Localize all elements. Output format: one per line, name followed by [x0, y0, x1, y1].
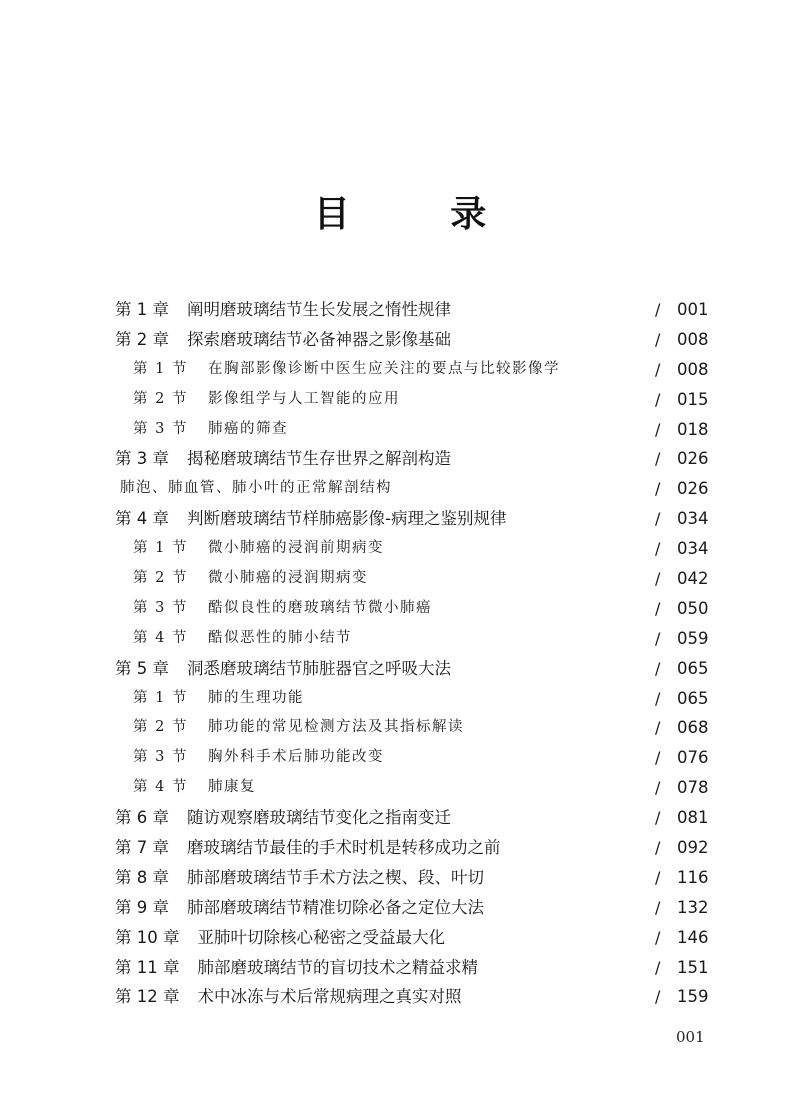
toc-entry-number: 第 2 章 — [115, 329, 169, 349]
toc-entry-title: 微小肺癌的浸润前期病变 — [207, 540, 384, 557]
toc-separator: / — [655, 539, 661, 559]
toc-chapter-row[interactable] — [0, 893, 800, 923]
toc-separator: / — [655, 479, 661, 499]
toc-entry-title: 酷似恶性的肺小结节 — [207, 629, 352, 646]
toc-entry-number: 第 3 节 — [133, 599, 188, 616]
toc-entry-label — [115, 803, 451, 833]
toc-section-row[interactable] — [0, 624, 800, 654]
toc-entry-title: 微小肺癌的浸润期病变 — [207, 570, 368, 587]
toc-chapter-row[interactable] — [0, 803, 800, 833]
toc-separator: / — [655, 449, 661, 469]
toc-entry-title: 探索磨玻璃结节必备神器之影像基础 — [187, 329, 451, 349]
toc-entry-number: 第 2 节 — [133, 390, 188, 407]
toc-page-number: 132 — [677, 897, 709, 917]
toc-chapter-row[interactable] — [0, 863, 800, 893]
toc-chapter-row[interactable] — [0, 504, 800, 534]
toc-entry-number: 第 4 节 — [133, 629, 188, 646]
toc-separator: / — [655, 569, 661, 589]
toc-entry-number: 第 7 章 — [115, 838, 169, 858]
toc-entry-title: 影像组学与人工智能的应用 — [207, 390, 400, 407]
toc-entry-title: 磨玻璃结节最佳的手术时机是转移成功之前 — [187, 838, 501, 858]
toc-entry-number: 第 9 章 — [115, 897, 169, 917]
toc-page-number: 065 — [677, 658, 709, 678]
toc-entry-title: 揭秘磨玻璃结节生存世界之解剖构造 — [187, 449, 451, 469]
page-number: 001 — [676, 1028, 705, 1046]
toc-entry-number: 第 4 节 — [133, 779, 188, 796]
toc-separator: / — [655, 389, 661, 409]
toc-entry-label — [133, 534, 384, 564]
toc-entry-label — [133, 594, 432, 624]
table-of-contents — [0, 295, 800, 1012]
toc-entry-label — [120, 474, 392, 504]
toc-entry-number: 第 10 章 — [115, 927, 180, 947]
toc-entry-title: 酷似良性的磨玻璃结节微小肺癌 — [207, 599, 432, 616]
toc-entry-title: 亚肺叶切除核心秘密之受益最大化 — [197, 927, 445, 947]
toc-entry-number: 第 12 章 — [115, 987, 180, 1007]
toc-separator: / — [655, 300, 661, 319]
toc-entry-label — [133, 415, 288, 445]
toc-chapter-row[interactable] — [0, 982, 800, 1012]
toc-entry-number: 第 3 章 — [115, 449, 169, 469]
toc-entry-number: 第 1 节 — [133, 360, 188, 377]
toc-section-row[interactable] — [0, 684, 800, 714]
toc-chapter-row[interactable] — [0, 444, 800, 474]
toc-entry-label — [133, 684, 304, 714]
toc-entry-title: 肺部磨玻璃结节精准切除必备之定位大法 — [187, 897, 484, 917]
toc-entry-number: 第 6 章 — [115, 808, 169, 828]
toc-separator: / — [655, 897, 661, 917]
toc-entry-title: 肺部磨玻璃结节手术方法之楔、段、叶切 — [187, 867, 484, 887]
toc-separator: / — [655, 628, 661, 648]
toc-entry-label — [133, 743, 384, 773]
toc-entry-number: 第 1 节 — [133, 689, 188, 706]
toc-section-row[interactable] — [0, 713, 800, 743]
toc-entry-label — [133, 564, 368, 594]
toc-entry-number: 第 1 章 — [115, 300, 169, 319]
toc-entry-number: 第 1 节 — [133, 540, 188, 557]
toc-entry-title: 肺康复 — [207, 779, 256, 796]
toc-page-number: 159 — [677, 987, 709, 1007]
toc-page-number: 042 — [677, 569, 709, 589]
toc-section-row[interactable] — [0, 773, 800, 803]
toc-chapter-row[interactable] — [0, 325, 800, 355]
toc-page-number: 081 — [677, 808, 709, 828]
toc-entry-title: 洞悉磨玻璃结节肺脏器官之呼吸大法 — [187, 658, 451, 678]
toc-section-row[interactable] — [0, 355, 800, 385]
toc-section-row[interactable] — [0, 743, 800, 773]
toc-page-number: 026 — [677, 479, 709, 499]
toc-separator: / — [655, 748, 661, 768]
toc-separator: / — [655, 987, 661, 1007]
toc-entry-label — [133, 385, 400, 415]
toc-page-number: 076 — [677, 748, 709, 768]
toc-entry-number: 第 8 章 — [115, 867, 169, 887]
toc-page-number: 001 — [677, 300, 709, 319]
toc-page-number: 008 — [677, 329, 709, 349]
toc-page-number: 059 — [677, 628, 709, 648]
toc-page-number: 116 — [677, 867, 709, 887]
toc-separator: / — [655, 509, 661, 529]
toc-section-row[interactable] — [0, 474, 800, 504]
toc-chapter-row[interactable] — [0, 833, 800, 863]
toc-entry-label — [115, 654, 451, 684]
toc-entry-number: 第 2 节 — [133, 570, 188, 587]
toc-separator: / — [655, 927, 661, 947]
toc-entry-label — [133, 355, 560, 385]
toc-separator: / — [655, 778, 661, 798]
toc-chapter-row[interactable] — [0, 654, 800, 684]
toc-section-row[interactable] — [0, 385, 800, 415]
toc-page-number: 026 — [677, 449, 709, 469]
toc-page-number: 034 — [677, 509, 709, 529]
toc-entry-label — [115, 953, 478, 983]
toc-entry-label — [115, 893, 484, 923]
toc-entry-label — [133, 773, 256, 803]
toc-section-row[interactable] — [0, 415, 800, 445]
toc-entry-title: 肺功能的常见检测方法及其指标解读 — [207, 719, 464, 736]
toc-page-number: 018 — [677, 419, 709, 439]
toc-entry-title: 胸外科手术后肺功能改变 — [207, 749, 384, 766]
toc-page-number: 065 — [677, 688, 709, 708]
toc-entry-label — [133, 713, 464, 743]
toc-entry-label — [115, 923, 445, 953]
toc-entry-label — [133, 624, 352, 654]
toc-entry-title: 肺部磨玻璃结节的盲切技术之精益求精 — [197, 957, 478, 977]
toc-page-number: 151 — [677, 957, 709, 977]
toc-separator: / — [655, 808, 661, 828]
toc-page-number: 078 — [677, 778, 709, 798]
toc-section-row[interactable] — [0, 594, 800, 624]
toc-separator: / — [655, 688, 661, 708]
toc-chapter-row[interactable] — [0, 295, 800, 325]
toc-separator: / — [655, 718, 661, 738]
toc-section-row[interactable] — [0, 534, 800, 564]
toc-entry-title: 阐明磨玻璃结节生长发展之惰性规律 — [187, 300, 451, 319]
toc-page-number: 050 — [677, 598, 709, 618]
toc-page-number: 068 — [677, 718, 709, 738]
page-title: 目 录 — [313, 194, 531, 235]
toc-entry-title: 在胸部影像诊断中医生应关注的要点与比较影像学 — [207, 360, 560, 377]
toc-entry-label — [115, 325, 451, 355]
toc-page-number: 034 — [677, 539, 709, 559]
toc-separator: / — [655, 598, 661, 618]
toc-entry-number: 第 5 章 — [115, 658, 169, 678]
toc-entry-title: 随访观察磨玻璃结节变化之指南变迁 — [187, 808, 451, 828]
toc-entry-label — [115, 863, 484, 893]
toc-entry-number: 第 3 节 — [133, 749, 188, 766]
toc-separator: / — [655, 658, 661, 678]
toc-entry-title: 肺癌的筛查 — [207, 420, 288, 437]
toc-separator: / — [655, 838, 661, 858]
toc-entry-number: 第 2 节 — [133, 719, 188, 736]
toc-entry-number: 第 4 章 — [115, 509, 169, 529]
toc-chapter-row[interactable] — [0, 953, 800, 983]
toc-entry-title: 判断磨玻璃结节样肺癌影像-病理之鉴别规律 — [187, 509, 507, 529]
toc-entry-label — [115, 444, 451, 474]
toc-separator: / — [655, 957, 661, 977]
toc-page-number: 008 — [677, 359, 709, 379]
toc-entry-title: 术中冰冻与术后常规病理之真实对照 — [197, 987, 462, 1007]
toc-page-number: 092 — [677, 838, 709, 858]
toc-separator: / — [655, 419, 661, 439]
toc-entry-label — [115, 982, 462, 1012]
toc-separator: / — [655, 359, 661, 379]
toc-entry-title: 肺泡、肺血管、肺小叶的正常解剖结构 — [120, 480, 392, 497]
toc-entry-title: 肺的生理功能 — [207, 689, 304, 706]
toc-entry-number: 第 11 章 — [115, 957, 180, 977]
toc-page-number: 146 — [677, 927, 709, 947]
toc-separator: / — [655, 867, 661, 887]
toc-entry-label — [115, 295, 451, 325]
toc-separator: / — [655, 329, 661, 349]
toc-entry-label — [115, 833, 501, 863]
toc-entry-label — [115, 504, 506, 534]
toc-page-number: 015 — [677, 389, 709, 409]
toc-entry-number: 第 3 节 — [133, 420, 188, 437]
toc-chapter-row[interactable] — [0, 923, 800, 953]
toc-section-row[interactable] — [0, 564, 800, 594]
